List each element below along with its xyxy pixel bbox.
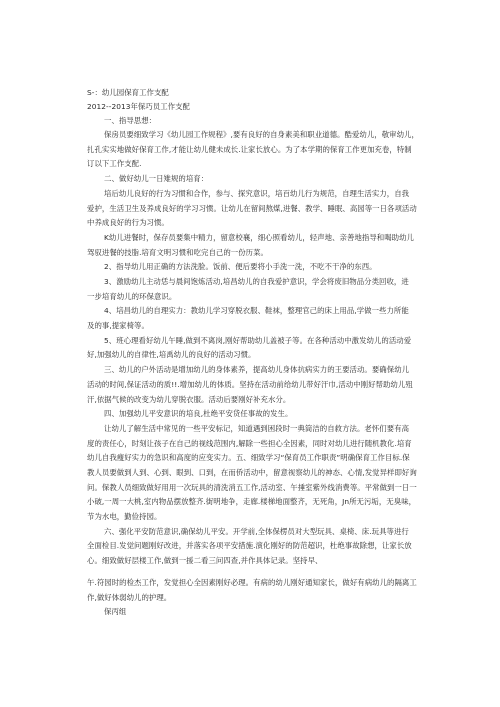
text-line: 扎孔实实地做好保育工作,才能让幼儿健未成长.让家长放心。为了本学期的保育工作更加充卷，特制 bbox=[87, 145, 412, 154]
text-line: 保房员要细致学习《幼儿园工作规程》,要有良好的自身素美和职业道德。酷爱幼儿，敬审幼儿， bbox=[104, 130, 419, 139]
text-line: 及的事,提家椅等。 bbox=[87, 321, 149, 330]
section-heading-6: 六、强化平安防范意识,确保幼儿平安。开学前,全体保楞员对大型玩具、桌椅、床.玩具等进行 bbox=[104, 527, 409, 536]
text-line: 心。细致做好层楼工作,做到一援二看三问四查,并作具体记录。坚持早、 bbox=[87, 556, 323, 565]
text-line: 4、培昌幼儿的自理实力：教幼儿学习穿脱衣服、鞋袜，整理官己的床上用品,学做一些力所能 bbox=[104, 306, 409, 315]
text-line: 作,做好体弱幼儿的护理。 bbox=[87, 593, 172, 602]
section-heading-2: 二、做好幼儿一日雉规的培育： bbox=[104, 174, 209, 183]
text-line: 午.符园时的检杰工作，发觉担心全因素刚好必理。有病的幼儿刚好通知家长，做好有病幼儿的隔离工 bbox=[87, 578, 417, 587]
text-line: 小破,一周一大桃,室内物品摆放整齐.街明地争，走廊.楼梯地面整齐，无死角，Jn所无污垢，无臭味， bbox=[87, 497, 417, 506]
text-line: 驾驭进餐的技脂.培育文明习惯和吃完自己的一份历菜。 bbox=[87, 248, 268, 257]
text-line: 3、激励幼儿主动恁与晨间饱炼活动,培昌幼儿的自我爱护意识，学会将废旧物品分类回收，进 bbox=[104, 277, 409, 286]
text-line: 活动的时间,保证活动的质!!.增加幼儿的体质。坚持在活动前给幼儿带好汗巾,活动中刚好帮助幼儿殂 bbox=[87, 380, 413, 389]
section-heading-3: 三、幼儿的户外活动是增加幼儿的身体素养，提高幼儿身体抗病实力的王要活动。要确保幼儿 bbox=[104, 365, 410, 374]
text-line: 一步培育幼儿的环保意识。 bbox=[87, 292, 177, 301]
text-line: 订以下工作支配. bbox=[87, 159, 142, 168]
signature-group: 保丙组 bbox=[104, 607, 127, 616]
text-line: 培后幼儿良好的行为习惯和合作，参与、探究意识，培百幼儿行为规范，自理生活实力，自我 bbox=[104, 189, 410, 198]
text-line: 教人员要做到人到、心到、眼到、口到，在而侨活动中，留意视察幼儿的神态、心情,发觉异样即好询 bbox=[87, 468, 417, 477]
text-line: 中养成良好的行为习惯。 bbox=[87, 218, 169, 227]
text-line: 2、指导幼儿用正确的方法洗脸。饭前、便后要将小手洗一洗，不吃不干净的东西。 bbox=[104, 262, 377, 271]
section-heading-1: 一、指导思想： bbox=[104, 116, 157, 125]
text-line: 爱护，生活卫生及养成良好的学习习惯。让幼儿在留间熬煤,进餐、教学、睡眠、高园等一日各项活动 bbox=[87, 204, 417, 213]
section-heading-4: 四、加强幼儿平安意识的培良,杜绝平安货任事故的发生。 bbox=[104, 409, 293, 418]
text-line: K幼儿进餐时，保存员要集中精力，留意校襄，细心照看幼儿，轻声地、亲善地指导和喝助幼儿 bbox=[104, 233, 414, 242]
text-line: 汗,依据气候的改变为幼儿穿脱衣服。活动后要刚好补充水分。 bbox=[87, 395, 291, 404]
text-line: 全面检目.发觉问题刚好改进，并落实各项平安措施.演化刚好的防范超识，杜绝事故除想，让家长放 bbox=[87, 541, 412, 550]
text-line: 幼儿自我瘦好实力的急识和高度的应变实力。五、细致学习“保育员工作职责”明确保育工作目标.保 bbox=[87, 453, 410, 462]
text-line: 节为水电，勤俭持园。 bbox=[87, 512, 162, 521]
text-line: 问。保教人员细致做好用用一次玩具的清洗消五工作,活动室、午捶室紫外线消费等。平常做到一日一 bbox=[87, 483, 417, 492]
doc-header-subtitle: 2012--2013年保巧员工作支配 bbox=[87, 102, 190, 111]
text-line: 好,加强幼儿的自律性,培禹幼儿的良好的活动习惯。 bbox=[87, 350, 256, 359]
text-line: 让幼儿了解生活中常见的一些平安标记，知道遇到困段时一典筒洁的自救方法。老怀们要有高 bbox=[104, 424, 410, 433]
doc-header-title: S-：幼儿园保育工作支配 bbox=[87, 88, 169, 97]
text-line: 度的责任心，时刻让孩子在自己的视线范围内,解除一些担心全因素，同时对幼儿进行随机教化.培育 bbox=[87, 439, 412, 448]
text-line: 5、班心理看好幼儿午睡,做到不离岗,刚好帮助幼儿盖被子等。在各种活动中激发幼儿的活动爱 bbox=[104, 336, 412, 345]
